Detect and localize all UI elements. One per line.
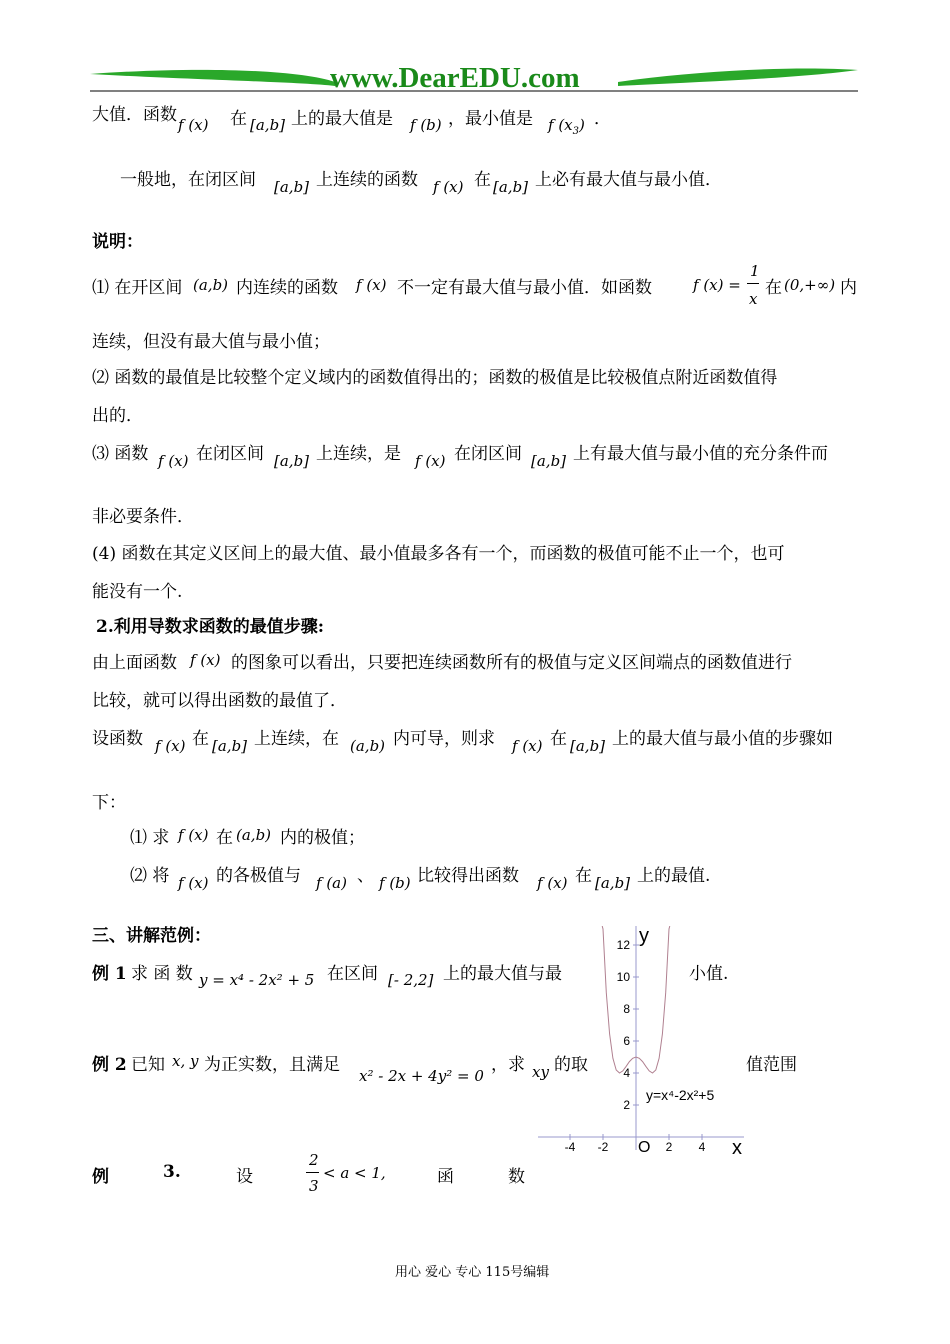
inequality: < a < 1, — [323, 1164, 386, 1182]
example-3-label: 例 — [92, 1167, 109, 1187]
text: ⑶ 函数 — [92, 444, 149, 464]
formula-fx: f (x) — [512, 737, 543, 755]
section-3-title: 三、讲解范例： — [92, 926, 211, 946]
curve-label: y=x⁴-2x²+5 — [646, 1087, 715, 1103]
fraction-numerator: 2 — [309, 1151, 319, 1169]
text: ，最小值是 — [448, 109, 533, 129]
site-logo-text: www.DearEDU.com — [330, 62, 580, 94]
text: 小值. — [689, 964, 729, 984]
y-tick-label: 12 — [616, 938, 630, 952]
interval-ab: [a,b] — [212, 737, 248, 755]
interval-ab: [a,b] — [274, 178, 310, 196]
fraction-bar — [747, 283, 759, 284]
interval-ab: [a,b] — [570, 737, 606, 755]
interval-ab: [a,b] — [595, 874, 631, 892]
header-banner — [0, 0, 950, 100]
interval-ab: [a,b] — [250, 116, 286, 134]
fraction-numerator: 1 — [750, 262, 760, 280]
text: 求 函 数 — [131, 964, 193, 984]
interval-ab: [a,b] — [274, 452, 310, 470]
text: 在 — [192, 729, 209, 749]
text: 非必要条件． — [92, 507, 194, 527]
formula-xy: xy — [532, 1063, 549, 1081]
y-tick-label: 8 — [623, 1002, 630, 1016]
formula-fb: f (b) — [379, 874, 411, 892]
formula-fx: f (x) = — [693, 276, 741, 294]
text: 比较得出函数 — [417, 866, 519, 886]
line-1: 大值．函数 — [92, 105, 177, 125]
fraction-denominator: 3 — [309, 1177, 319, 1195]
text: ⑴ 在开区间 — [92, 278, 183, 298]
formula-y: y = x⁴ - 2x² + 5 — [199, 971, 315, 989]
x-tick-label: 2 — [665, 1140, 673, 1154]
text: 在区间 — [327, 964, 378, 984]
y-tick-label: 2 — [623, 1098, 630, 1112]
function-graph — [538, 926, 750, 1158]
text: 出的． — [92, 406, 143, 426]
text: 数 — [508, 1167, 525, 1187]
text: 比较，就可以得出函数的最值了． — [92, 691, 347, 711]
interval: [- 2,2] — [388, 971, 434, 989]
text: 已知 — [131, 1055, 165, 1075]
text: 一般地，在闭区间 — [120, 170, 256, 190]
text: 内的极值； — [280, 828, 365, 848]
example-1-label: 例 1 — [92, 964, 127, 984]
text: 上有最大值与最小值的充分条件而 — [573, 444, 828, 464]
y-tick-label: 4 — [623, 1066, 630, 1080]
section-2-title: 2.利用导数求函数的最值步骤: — [96, 617, 325, 637]
x-tick-label: 4 — [698, 1140, 706, 1154]
formula-fb: f (b) — [410, 116, 442, 134]
formula-fx: f (x) — [155, 737, 186, 755]
formula-fx: f (x) — [433, 178, 464, 196]
text: 上连续，是 — [316, 444, 401, 464]
formula-fx: f (x) — [190, 651, 221, 669]
text: 上连续的函数 — [316, 170, 418, 190]
text: ，求 — [491, 1055, 525, 1075]
text: 函 — [437, 1167, 454, 1187]
formula-fx: f (x) — [356, 276, 387, 294]
text: 在 — [216, 828, 233, 848]
fraction-bar — [306, 1172, 319, 1173]
formula-fx: f (x) — [537, 874, 568, 892]
text: 在 — [550, 729, 567, 749]
interval-ab: (a,b) — [350, 737, 386, 755]
formula-fx: f (x) — [158, 452, 189, 470]
text: 由上面函数 — [92, 653, 177, 673]
text: 不一定有最大值与最小值．如函数 — [397, 278, 652, 298]
text: 能没有一个. — [92, 582, 183, 602]
note-title: 说明： — [92, 232, 143, 252]
formula-fa: f (a) — [316, 874, 347, 892]
text: 连续，但没有最大值与最小值； — [92, 332, 330, 352]
text: 内 — [840, 278, 857, 298]
y-tick-label: 10 — [616, 970, 630, 984]
formula-fx: f (x) — [178, 826, 209, 844]
text: 内连续的函数 — [236, 278, 338, 298]
interval-ab: (a,b) — [193, 276, 229, 294]
origin-label: O — [638, 1139, 651, 1156]
text: 为正实数，且满足 — [204, 1055, 340, 1075]
text: 上的最值. — [637, 866, 711, 886]
text: 上的最大值与最小值的步骤如 — [612, 729, 833, 749]
text: 在 — [575, 866, 592, 886]
text: 在 — [765, 278, 782, 298]
text: ⑵ 函数的最值是比较整个定义域内的函数值得出的；函数的极值是比较极值点附近函数值得 — [92, 368, 778, 388]
y-axis-label: y — [639, 926, 649, 947]
formula-xy: x, y — [172, 1052, 199, 1070]
text: 、 — [357, 866, 374, 886]
text: (4) 函数在其定义区间上的最大值、最小值最多各有一个，而函数的极值可能不止一个，也可 — [92, 544, 785, 564]
formula-fx: f (x) — [178, 116, 209, 134]
text: 在闭区间 — [196, 444, 264, 464]
text: 设 — [236, 1167, 253, 1187]
formula-fx: f (x) — [178, 874, 209, 892]
text: 在 — [230, 109, 247, 129]
text: 在闭区间 — [454, 444, 522, 464]
interval: (0,+∞) — [784, 276, 836, 294]
text: 的图象可以看出，只要把连续函数所有的极值与定义区间端点的函数值进行 — [231, 653, 792, 673]
formula-constraint: x² - 2x + 4y² = 0 — [359, 1067, 484, 1085]
text: 的各极值与 — [216, 866, 301, 886]
text: 设函数 — [92, 729, 143, 749]
text: 内可导，则求 — [393, 729, 495, 749]
x-tick-label: -4 — [564, 1140, 576, 1154]
footer-text: 用心 爱心 专心 115号编辑 — [395, 1265, 550, 1280]
y-tick-label: 6 — [623, 1034, 630, 1048]
example-2-label: 例 2 — [92, 1055, 127, 1075]
text: ． — [594, 109, 611, 129]
interval-ab: [a,b] — [531, 452, 567, 470]
example-3-number: 3. — [163, 1162, 181, 1182]
text: ⑴ 求 — [130, 828, 170, 848]
text: ⑵ 将 — [130, 866, 170, 886]
text: 上的最大值是 — [291, 109, 393, 129]
interval-ab: (a,b) — [236, 826, 272, 844]
x-axis-label: x — [732, 1137, 742, 1158]
formula-fx: f (x) — [415, 452, 446, 470]
text: 下： — [92, 793, 126, 813]
text: 上的最大值与最 — [443, 964, 562, 984]
x-tick-label: -2 — [597, 1140, 609, 1154]
formula-fx3: f $(x_3)$ — [548, 116, 585, 137]
interval-ab: [a,b] — [493, 178, 529, 196]
text: 值范围 — [746, 1055, 797, 1075]
text: 的取 — [554, 1055, 588, 1075]
fraction-denominator: x — [749, 290, 758, 308]
text: 上必有最大值与最小值． — [535, 170, 722, 190]
text: 上连续，在 — [254, 729, 339, 749]
text: 在 — [474, 170, 491, 190]
